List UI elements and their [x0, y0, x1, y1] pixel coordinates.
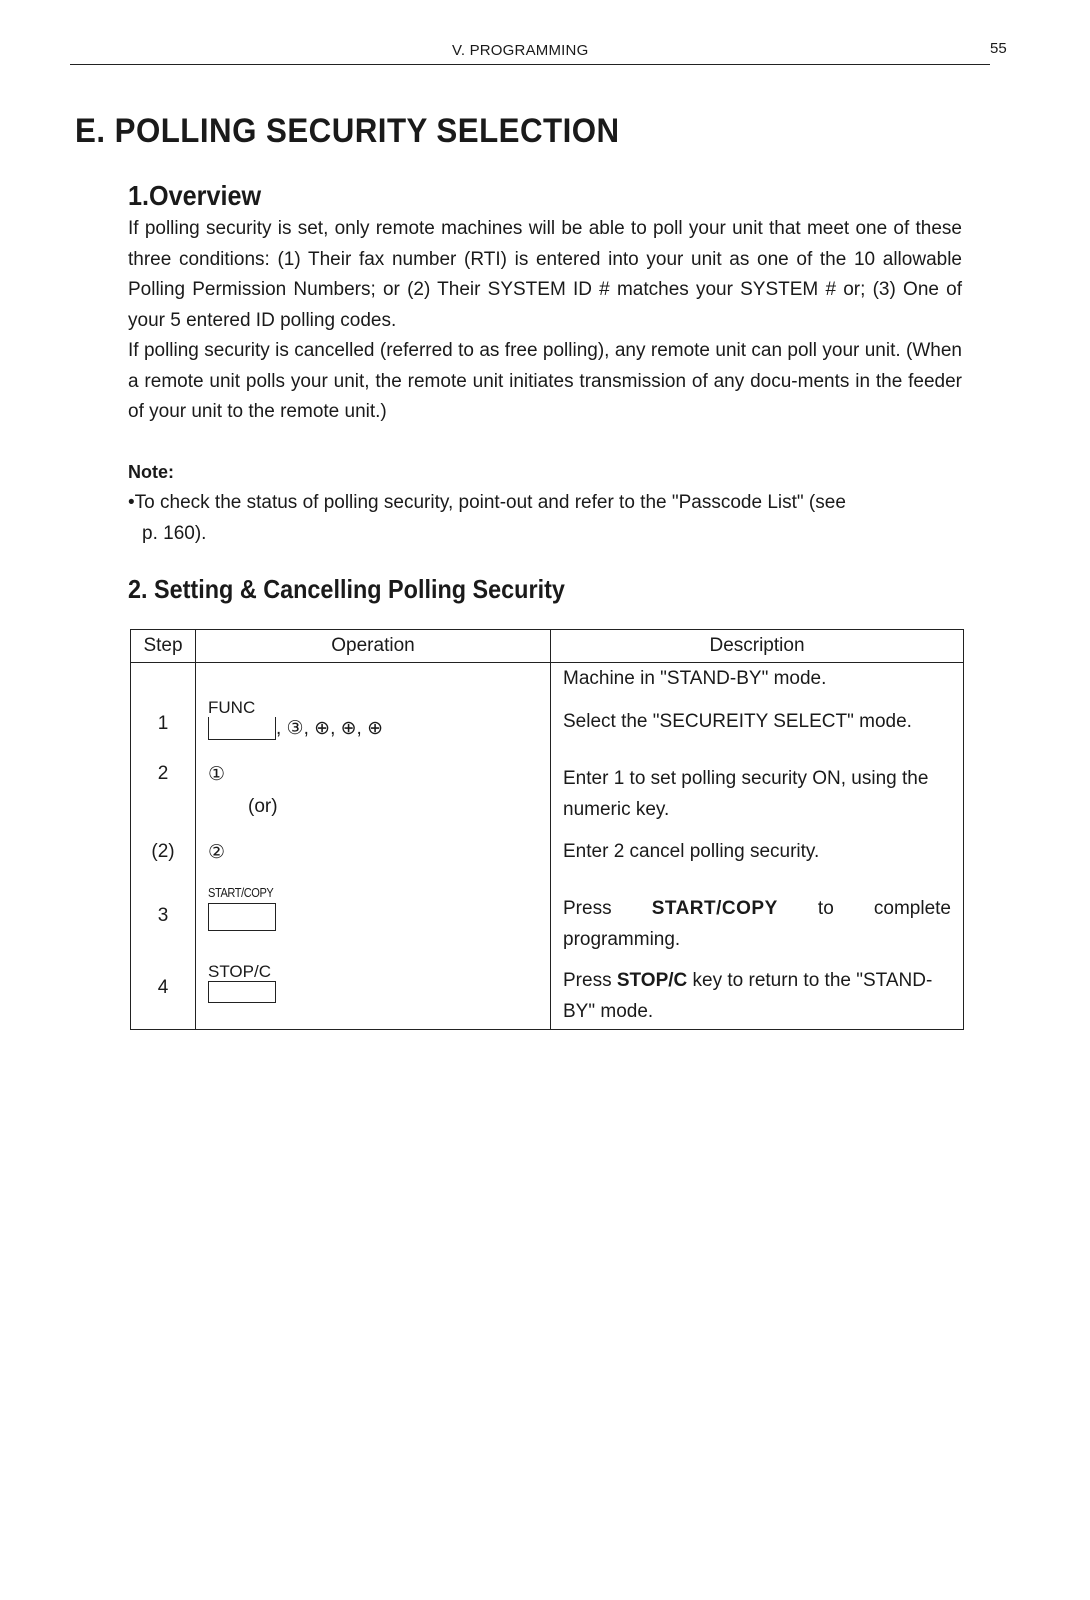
or-label: (or) [248, 796, 278, 817]
note-line-1: •To check the status of polling security, point-out and refer to the "Passcode List" (see [128, 492, 846, 513]
func-key-label: FUNC [208, 698, 256, 717]
operation-cell [196, 751, 551, 841]
table-row [131, 663, 964, 696]
start-copy-key [208, 903, 276, 931]
description-line-2: programming. [563, 929, 681, 950]
step-cell: 1 [131, 695, 196, 751]
table-row [131, 841, 964, 879]
description-text: key to return to the "STAND- [687, 970, 933, 991]
note-heading: Note: [128, 462, 174, 482]
overview-text [128, 214, 962, 428]
step-cell: 3 [131, 879, 196, 959]
operation-cell [196, 879, 551, 959]
description-cell [551, 879, 964, 959]
page-title: E. POLLING SECURITY SELECTION [75, 112, 620, 150]
step-cell: (2) [131, 841, 196, 879]
description-line-1 [563, 893, 951, 924]
description-text: Press [563, 970, 617, 991]
operation-cell [196, 695, 551, 751]
steps-table [130, 629, 964, 1030]
header-step: Step [131, 630, 196, 663]
step-cell: 4 [131, 959, 196, 1029]
table-row [131, 751, 964, 841]
key-1-icon: ① [208, 764, 226, 785]
description-line-1 [563, 965, 951, 996]
running-header: V. PROGRAMMING [452, 42, 589, 59]
overview-paragraph-1: If polling security is set, only remote machines will be able to poll your unit that meet one of these three conditions: (1) Their fax number (RTI) is entered into your unit as one of the 10 allowable Polling Permission Numbers; or (2) Their SYSTEM ID # matches your SYSTEM # or; (3) One of your 5 entered ID polling codes. [128, 218, 962, 331]
description-text: Press [563, 898, 652, 919]
note-line-2: p. 160). [142, 523, 207, 544]
description-bold: START/COPY [651, 898, 778, 919]
description-bold: STOP/C [616, 970, 688, 991]
overview-paragraph-2: If polling security is cancelled (referred to as free polling), any remote unit can poll your unit. (When a remote unit polls your unit, the remote unit initiates transmission of any docu-ments in the feeder of your unit to the remote unit.) [128, 340, 962, 422]
page-number: 55 [990, 40, 1007, 57]
header-operation: Operation [196, 630, 551, 663]
table-header-row [131, 630, 964, 663]
description-cell [551, 959, 964, 1029]
header-description: Description [551, 630, 964, 663]
section-2-heading: 2. Setting & Cancelling Polling Security [128, 574, 565, 604]
description-cell: Enter 2 cancel polling security. [563, 841, 820, 862]
table-row [131, 959, 964, 1029]
operation-cell [196, 841, 551, 879]
overview-heading: 1.Overview [128, 180, 262, 211]
step-cell: 2 [131, 751, 196, 841]
description-text: to complete [777, 898, 951, 919]
description-line-2: BY" mode. [563, 1001, 654, 1022]
key-2-icon: ② [208, 842, 226, 863]
table-row [131, 879, 964, 959]
description-cell: Select the "SECUREITY SELECT" mode. [563, 711, 912, 732]
step-cell [131, 663, 196, 696]
key-sequence: , ③, ⊕, ⊕, ⊕ [276, 718, 384, 739]
description-cell: Machine in "STAND-BY" mode. [563, 668, 827, 689]
stop-c-key-label: STOP/C [208, 962, 271, 981]
description-cell: Enter 1 to set polling security ON, using the numeric key. [563, 768, 929, 820]
header-rule [70, 64, 990, 65]
operation-cell [196, 663, 551, 696]
table-row [131, 695, 964, 751]
start-copy-key-label: START/COPY [208, 885, 274, 900]
note-text [128, 487, 962, 549]
operation-cell [196, 959, 551, 1029]
stop-c-key [208, 981, 276, 1003]
func-key [208, 717, 276, 740]
